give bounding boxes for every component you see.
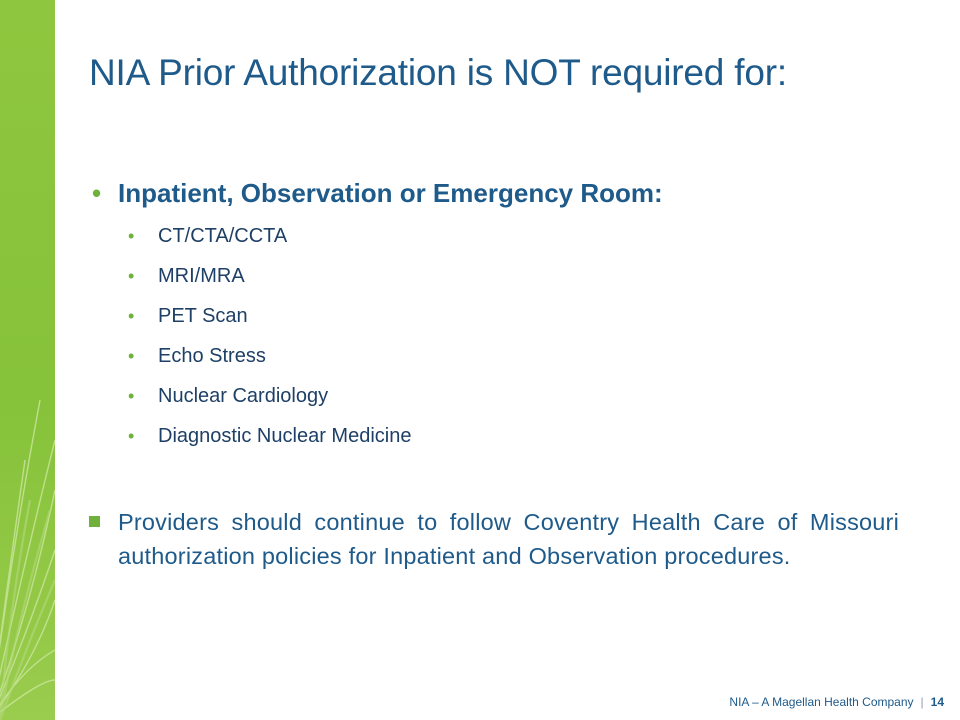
list-item-text: Nuclear Cardiology	[158, 385, 329, 407]
procedure-list	[92, 225, 892, 465]
square-bullet-icon	[89, 516, 100, 527]
bullet-icon: •	[128, 426, 135, 446]
list-item	[92, 385, 892, 425]
list-item-text: MRI/MRA	[158, 265, 245, 287]
bullet-icon: •	[128, 346, 135, 366]
exemption-section	[92, 178, 892, 465]
leaf-pattern-icon	[0, 380, 55, 720]
bullet-icon: •	[128, 306, 135, 326]
list-item-text: Diagnostic Nuclear Medicine	[158, 425, 412, 447]
section-heading	[92, 178, 892, 209]
list-item	[92, 265, 892, 305]
list-item	[92, 225, 892, 265]
section-heading-text: Inpatient, Observation or Emergency Room:	[118, 178, 663, 208]
policy-note-text: Providers should continue to follow Coventry Health Care of Missouri authorization policies for Inpatient and Observation procedures.	[118, 509, 899, 569]
slide-title: NIA Prior Authorization is NOT required for:	[89, 52, 787, 93]
list-item-text: CT/CTA/CCTA	[158, 225, 288, 247]
list-item	[92, 425, 892, 465]
list-item	[92, 345, 892, 385]
list-item-text: PET Scan	[158, 305, 248, 327]
footer-separator: |	[920, 695, 924, 709]
bullet-icon: •	[128, 226, 135, 246]
footer-company: NIA – A Magellan Health Company	[729, 695, 914, 709]
bullet-icon: •	[128, 386, 135, 406]
bullet-icon: •	[92, 178, 102, 208]
list-item	[92, 305, 892, 345]
policy-note	[89, 505, 899, 573]
slide-footer	[729, 695, 944, 709]
bullet-icon: •	[128, 266, 135, 286]
list-item-text: Echo Stress	[158, 345, 266, 367]
page-number: 14	[930, 695, 944, 709]
left-accent-bar	[0, 0, 55, 720]
